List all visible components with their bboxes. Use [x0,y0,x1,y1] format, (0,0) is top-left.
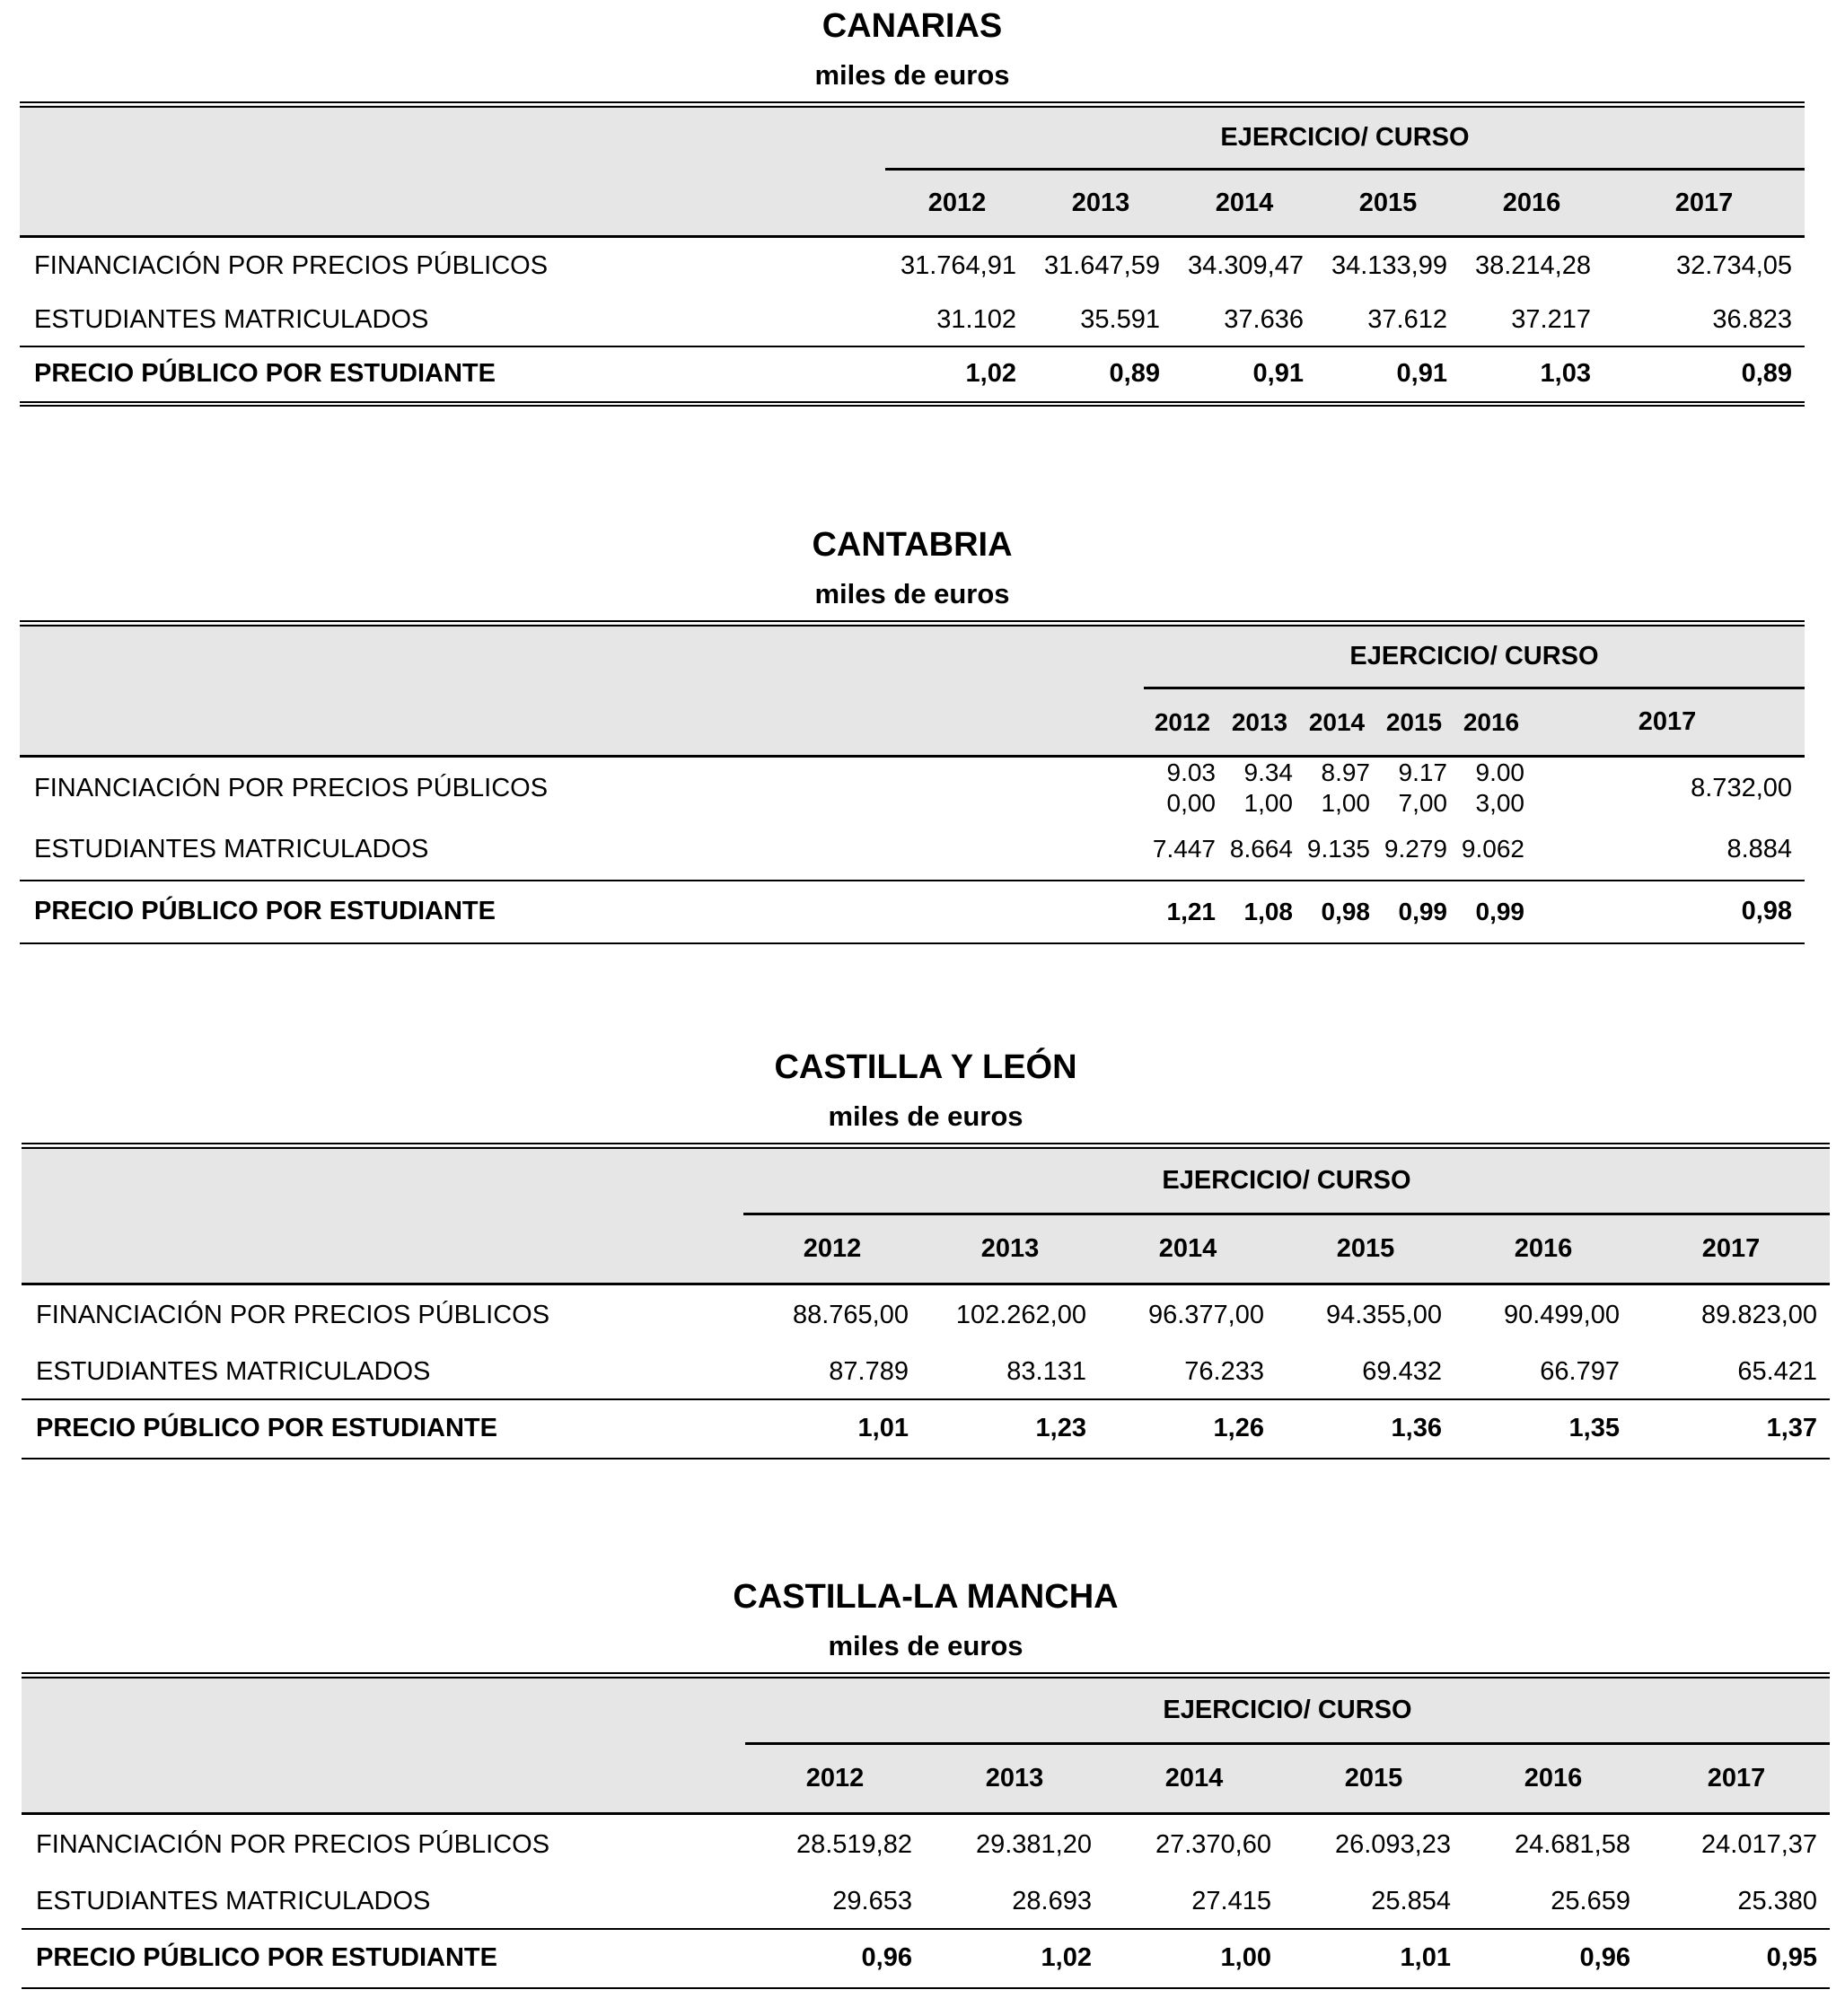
table-cell: 94.355,00 [1325,1300,1442,1329]
section-subtitle: miles de euros [814,59,1010,91]
table-cell: 89.823,00 [1701,1300,1818,1329]
table-cell: 28.693 [1012,1886,1092,1915]
row-label-estudiantes: ESTUDIANTES MATRICULADOS [34,304,429,334]
table-cell: 102.262,00 [955,1300,1086,1329]
table-cell: 37.636 [1224,304,1304,334]
table-cell: 65.421 [1737,1356,1818,1386]
table-cell: 66.797 [1540,1356,1620,1386]
table-cell: 36.823 [1712,304,1793,334]
table-row [22,1284,1830,1345]
table-cell: 1,21 [1144,881,1221,943]
row-label-precio: PRECIO PÚBLICO POR ESTUDIANTE [20,346,885,404]
year-header: 2017 [1632,1214,1830,1284]
table-row [20,881,1805,943]
data-table [22,1672,1830,1989]
table-cell: 1,01 [1284,1929,1463,1988]
table-cell: 1,02 [925,1929,1104,1988]
table-cell: 8.732,00 [1691,773,1793,802]
table-cell: 34.133,99 [1331,250,1447,280]
year-header: 2013 [1029,170,1173,237]
table-cell: 9.177,00 [1398,758,1447,818]
header-ejercicio-curso: EJERCICIO/ CURSO [885,105,1805,170]
data-table [20,620,1805,944]
table-cell: 25.659 [1551,1886,1630,1915]
table-row [20,820,1805,881]
table-cell: 0,89 [1029,346,1173,404]
row-label-estudiantes: ESTUDIANTES MATRICULADOS [36,1886,431,1915]
data-table [22,1143,1830,1459]
table-cell: 37.612 [1367,304,1447,334]
header-ejercicio-curso: EJERCICIO/ CURSO [745,1676,1830,1744]
table-cell: 1,02 [885,346,1029,404]
table-cell: 31.647,59 [1043,250,1160,280]
table-row [22,1875,1830,1929]
header-ejercicio-curso: EJERCICIO/ CURSO [743,1146,1830,1214]
year-header: 2012 [743,1214,921,1284]
table-cell: 83.131 [1006,1356,1086,1386]
row-label-financiacion: FINANCIACIÓN POR PRECIOS PÚBLICOS [36,1829,550,1859]
year-header: 2012 [745,1744,925,1814]
table-cell: 37.217 [1511,304,1591,334]
table-cell: 1,26 [1099,1399,1277,1459]
table-cell: 0,96 [745,1929,925,1988]
section-castilla-la-mancha [22,1571,1830,2002]
table-cell: 27.415 [1191,1886,1271,1915]
table-cell: 9.135 [1306,835,1370,863]
year-header: 2012 [1144,688,1221,757]
year-header: 2017 [1603,170,1805,237]
data-table [20,101,1805,407]
row-label-financiacion: FINANCIACIÓN POR PRECIOS PÚBLICOS [36,1300,550,1329]
section-subtitle: miles de euros [828,1100,1024,1132]
table-cell: 96.377,00 [1147,1300,1264,1329]
table-cell: 0,98 [1298,881,1375,943]
section-title: CANARIAS [821,7,1003,45]
table-cell: 25.380 [1737,1886,1818,1915]
table-cell: 0,91 [1316,346,1460,404]
table-cell: 87.789 [829,1356,909,1386]
table-cell: 88.765,00 [792,1300,909,1329]
table-cell: 1,03 [1460,346,1603,404]
table-row [20,346,1805,404]
section-cantabria [20,519,1805,950]
table-cell: 8.971,00 [1321,758,1370,818]
table-cell: 69.432 [1362,1356,1442,1386]
table-cell: 0,99 [1375,881,1453,943]
row-label-financiacion: FINANCIACIÓN POR PRECIOS PÚBLICOS [34,250,549,280]
row-label-estudiantes: ESTUDIANTES MATRICULADOS [34,834,429,863]
table-cell: 28.519,82 [795,1829,912,1859]
table-cell: 9.062 [1461,835,1524,863]
table-cell: 8.664 [1229,835,1293,863]
year-header: 2017 [1643,1744,1830,1814]
year-header: 2015 [1284,1744,1463,1814]
table-cell: 1,36 [1277,1399,1454,1459]
year-header: 2014 [1173,170,1316,237]
table-cell: 1,01 [743,1399,921,1459]
table-cell: 0,89 [1603,346,1805,404]
table-cell: 29.381,20 [975,1829,1092,1859]
year-header: 2013 [925,1744,1104,1814]
table-cell: 31.764,91 [900,250,1016,280]
table-row [22,1929,1830,1988]
year-header: 2017 [1530,688,1805,757]
table-cell: 0,98 [1530,881,1805,943]
row-label-financiacion: FINANCIACIÓN POR PRECIOS PÚBLICOS [34,773,549,802]
year-header: 2013 [1221,688,1298,757]
year-header: 2015 [1277,1214,1454,1284]
table-cell: 8.884 [1726,834,1793,863]
year-header: 2016 [1460,170,1603,237]
table-cell: 0,99 [1453,881,1530,943]
section-castilla-y-leon [22,1041,1830,1472]
year-header: 2016 [1453,688,1530,757]
section-title: CANTABRIA [812,526,1013,564]
year-header: 2014 [1298,688,1375,757]
section-title: CASTILLA-LA MANCHA [733,1578,1119,1616]
header-ejercicio-curso: EJERCICIO/ CURSO [1144,624,1805,688]
section-subtitle: miles de euros [814,578,1010,609]
table-row [22,1399,1830,1459]
table-row [22,1814,1830,1875]
row-label-precio: PRECIO PÚBLICO POR ESTUDIANTE [20,881,1144,943]
table-cell: 24.017,37 [1701,1829,1818,1859]
table-cell: 9.003,00 [1475,758,1524,818]
table-row [22,1345,1830,1399]
table-cell: 76.233 [1184,1356,1264,1386]
year-header: 2016 [1454,1214,1632,1284]
table-cell: 24.681,58 [1514,1829,1630,1859]
table-cell: 0,91 [1173,346,1316,404]
table-row [20,237,1805,294]
table-cell: 25.854 [1371,1886,1451,1915]
table-cell: 9.030,00 [1166,758,1216,818]
year-header: 2012 [885,170,1029,237]
table-cell: 9.341,00 [1243,758,1293,818]
year-header: 2015 [1316,170,1460,237]
year-header: 2014 [1099,1214,1277,1284]
table-cell: 1,00 [1104,1929,1284,1988]
table-cell: 34.309,47 [1187,250,1304,280]
section-subtitle: miles de euros [828,1630,1024,1661]
table-cell: 29.653 [832,1886,912,1915]
row-label-precio: PRECIO PÚBLICO POR ESTUDIANTE [22,1399,743,1459]
row-label-estudiantes: ESTUDIANTES MATRICULADOS [36,1356,431,1386]
table-row [20,757,1805,820]
section-canarias [20,0,1805,422]
table-cell: 9.279 [1384,835,1447,863]
table-cell: 1,35 [1454,1399,1632,1459]
table-cell: 27.370,60 [1155,1829,1271,1859]
table-cell: 31.102 [936,304,1016,334]
table-cell: 0,95 [1643,1929,1830,1988]
table-cell: 1,08 [1221,881,1298,943]
section-title: CASTILLA Y LEÓN [774,1048,1077,1086]
year-header: 2014 [1104,1744,1284,1814]
table-cell: 90.499,00 [1503,1300,1620,1329]
table-cell: 0,96 [1463,1929,1643,1988]
table-cell: 35.591 [1080,304,1160,334]
table-cell: 26.093,23 [1334,1829,1451,1859]
table-cell: 1,23 [921,1399,1099,1459]
table-cell: 38.214,28 [1474,250,1591,280]
year-header: 2013 [921,1214,1099,1284]
year-header: 2016 [1463,1744,1643,1814]
row-label-precio: PRECIO PÚBLICO POR ESTUDIANTE [22,1929,745,1988]
year-header: 2015 [1375,688,1453,757]
table-cell: 32.734,05 [1676,250,1793,280]
table-row [20,294,1805,346]
table-cell: 1,37 [1632,1399,1830,1459]
table-cell: 7.447 [1152,835,1216,863]
